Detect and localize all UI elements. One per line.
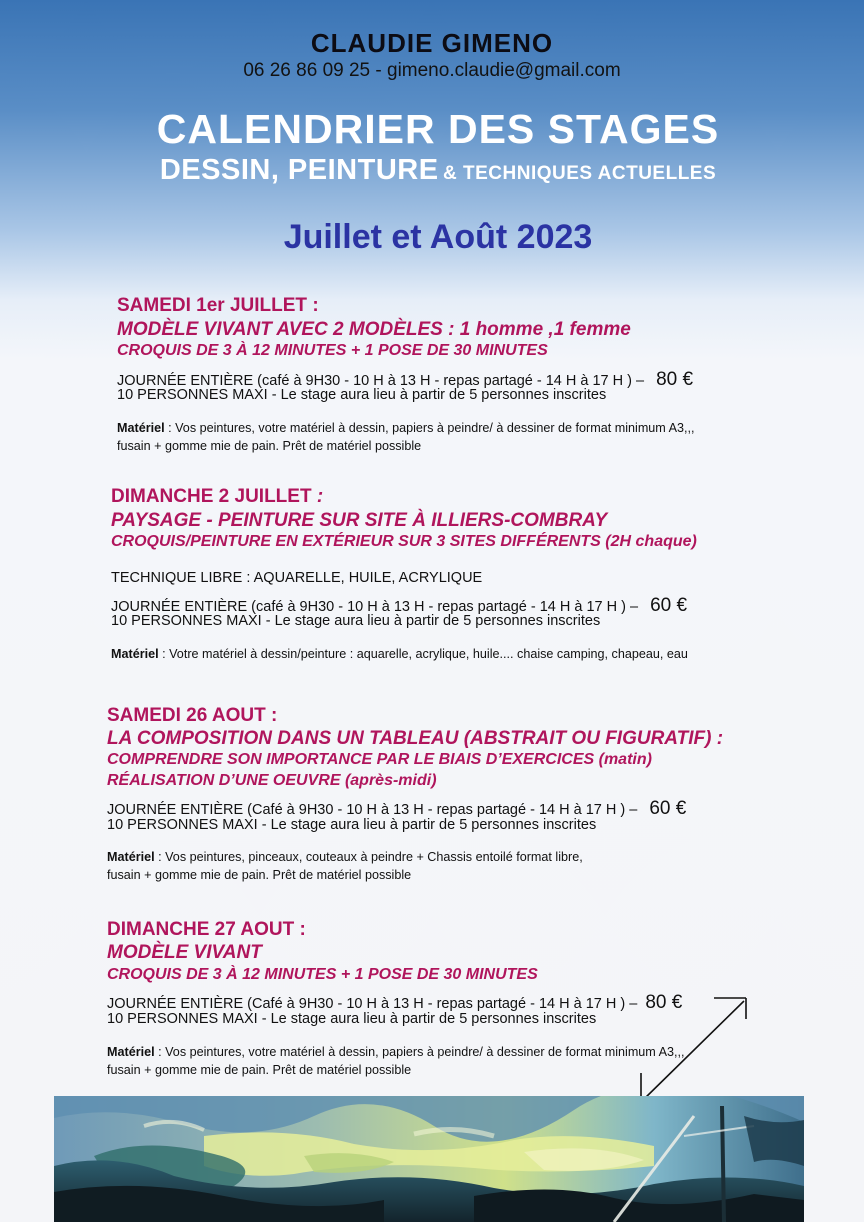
stage-detail: CROQUIS/PEINTURE EN EXTÉRIEUR SUR 3 SITES DIFFÉRENTS (2H chaque) <box>111 533 697 550</box>
painting-artwork <box>54 1096 804 1222</box>
stage-material <box>107 1043 685 1079</box>
stage-material <box>107 848 583 884</box>
period-title: Juillet et Août 2023 <box>283 218 593 256</box>
stage-price: 60 € <box>650 595 688 616</box>
stage-day: DIMANCHE 27 AOUT : <box>107 919 306 940</box>
stage-day-suffix: : <box>311 486 324 507</box>
material-label: Matériel <box>107 850 155 864</box>
stage-theme: MODÈLE VIVANT AVEC 2 MODÈLES : 1 homme ,1 femme <box>117 319 631 340</box>
stage-material <box>117 419 695 455</box>
stage-detail-2: RÉALISATION D’UNE OEUVRE (après-midi) <box>107 772 437 789</box>
schedule-text: JOURNÉE ENTIÈRE (Café à 9H30 - 10 H à 13 H - repas partagé - 14 H à 17 H ) – <box>107 996 638 1012</box>
stage-technique: TECHNIQUE LIBRE : AQUARELLE, HUILE, ACRYLIQUE <box>111 570 483 586</box>
stage-capacity: 10 PERSONNES MAXI - Le stage aura lieu à partir de 5 personnes inscrites <box>111 613 601 629</box>
material-line1: : Vos peintures, pinceaux, couteaux à peindre + Chassis entoilé format libre, <box>154 850 583 864</box>
material-line2: fusain + gomme mie de pain. Prêt de matériel possible <box>117 439 422 453</box>
header-contact: 06 26 86 09 25 - gimeno.claudie@gmail.com <box>243 60 621 81</box>
schedule-text: JOURNÉE ENTIÈRE (café à 9H30 - 10 H à 13 H - repas partagé - 14 H à 17 H ) – <box>117 373 645 389</box>
schedule-text: JOURNÉE ENTIÈRE (Café à 9H30 - 10 H à 13 H - repas partagé - 14 H à 17 H ) – <box>107 802 638 818</box>
material-line1: : Vos peintures, votre matériel à dessin, papiers à peindre/ à dessiner de format minimum A3,,, <box>154 1045 685 1059</box>
stage-capacity: 10 PERSONNES MAXI - Le stage aura lieu à partir de 5 personnes inscrites <box>117 387 607 403</box>
stage-price: 60 € <box>649 798 687 819</box>
material-line2: fusain + gomme mie de pain. Prêt de matériel possible <box>107 1063 412 1077</box>
stage-theme: PAYSAGE - PEINTURE SUR SITE À ILLIERS-COMBRAY <box>111 510 608 531</box>
stage-day: SAMEDI 26 AOUT : <box>107 705 278 726</box>
stage-day: SAMEDI 1er JUILLET : <box>117 295 319 316</box>
stage-day-text: DIMANCHE 2 JUILLET <box>111 486 312 507</box>
material-label: Matériel <box>111 647 159 661</box>
abstract-painting-image <box>54 1096 804 1222</box>
subtitle-small: & TECHNIQUES ACTUELLES <box>443 163 717 184</box>
material-label: Matériel <box>117 421 165 435</box>
material-line2: fusain + gomme mie de pain. Prêt de matériel possible <box>107 868 412 882</box>
material-line1: : Votre matériel à dessin/peinture : aquarelle, acrylique, huile.... chaise camping, chapeau, eau <box>158 647 688 661</box>
schedule-text: JOURNÉE ENTIÈRE (café à 9H30 - 10 H à 13 H - repas partagé - 14 H à 17 H ) – <box>111 599 639 615</box>
subtitle-main: DESSIN, PEINTURE <box>159 154 439 186</box>
stage-capacity: 10 PERSONNES MAXI - Le stage aura lieu à partir de 5 personnes inscrites <box>107 817 597 833</box>
page-subtitle <box>0 154 864 187</box>
double-arrow-icon <box>630 985 760 1110</box>
material-line1: : Vos peintures, votre matériel à dessin, papiers à peindre/ à dessiner de format minimum A3,,, <box>164 421 695 435</box>
stage-price: 80 € <box>656 369 694 390</box>
stage-detail: CROQUIS DE 3 À 12 MINUTES + 1 POSE DE 30 MINUTES <box>107 966 538 983</box>
page-title: CALENDRIER DES STAGES <box>156 106 720 152</box>
stage-capacity: 10 PERSONNES MAXI - Le stage aura lieu à partir de 5 personnes inscrites <box>107 1011 597 1027</box>
stage-detail: CROQUIS DE 3 À 12 MINUTES + 1 POSE DE 30 MINUTES <box>117 342 548 359</box>
stage-theme: LA COMPOSITION DANS UN TABLEAU (ABSTRAIT OU FIGURATIF) : <box>107 728 724 749</box>
stage-price: 80 € <box>645 992 683 1013</box>
header-name: CLAUDIE GIMENO <box>310 28 554 58</box>
stage-theme: MODÈLE VIVANT <box>107 942 262 963</box>
stage-detail: COMPRENDRE SON IMPORTANCE PAR LE BIAIS D’EXERCICES (matin) <box>107 751 652 768</box>
material-label: Matériel <box>107 1045 155 1059</box>
stage-day <box>111 486 323 508</box>
stage-material <box>111 645 688 663</box>
